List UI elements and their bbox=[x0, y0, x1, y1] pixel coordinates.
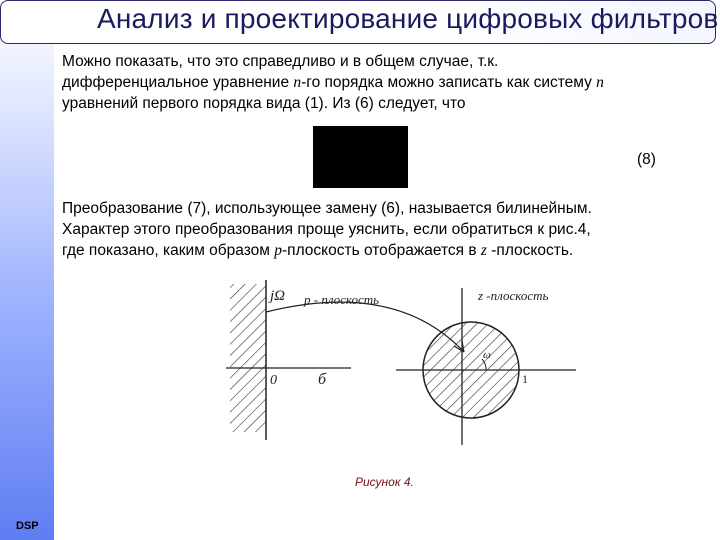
p-plane-label: p - плоскость bbox=[304, 292, 380, 307]
text-span: дифференциальное уравнение bbox=[62, 74, 294, 91]
equation-number: (8) bbox=[637, 151, 656, 168]
page-title: Анализ и проектирование цифровых фильтров bbox=[97, 3, 719, 34]
paragraph-2-line-3 bbox=[62, 240, 592, 261]
dsp-logo-text: DSP bbox=[16, 520, 39, 532]
text-span: где показано, каким образом bbox=[62, 242, 275, 259]
equation-image bbox=[313, 126, 408, 188]
mapping-figure bbox=[226, 280, 586, 475]
paragraph-1 bbox=[62, 51, 604, 114]
text-span: -го порядка можно записать как систему bbox=[301, 74, 597, 91]
sigma-label: б bbox=[318, 371, 327, 388]
j-omega-label: jΩ bbox=[270, 288, 286, 304]
paragraph-2-line-2: Характер этого преобразования проще уяснить, если обратиться к рис.4, bbox=[62, 221, 591, 238]
paragraph-2-line-1: Преобразование (7), использующее замену (6), называется билинейным. bbox=[62, 200, 592, 217]
paragraph-1-line-2 bbox=[62, 72, 604, 93]
sidebar-gradient bbox=[0, 0, 54, 540]
variable-n: n bbox=[596, 74, 604, 91]
omega-label: ω bbox=[483, 349, 491, 361]
paragraph-1-line-1: Можно показать, что это справедливо и в общем случае, т.к. bbox=[62, 53, 499, 70]
origin-label: 0 bbox=[270, 373, 277, 388]
one-label: 1 bbox=[522, 372, 528, 386]
variable-z: z bbox=[480, 242, 487, 259]
paragraph-2 bbox=[62, 198, 592, 261]
variable-p: p bbox=[274, 242, 283, 259]
left-half-plane-hatch bbox=[230, 284, 266, 432]
paragraph-1-line-3: уравнений первого порядка вида (1). Из (6) следует, что bbox=[62, 95, 466, 112]
text-span: -плоскость. bbox=[486, 242, 574, 259]
z-plane-label: z -плоскость bbox=[478, 288, 549, 303]
variable-n: n bbox=[293, 74, 302, 91]
figure-caption: Рисунок 4. bbox=[355, 475, 414, 489]
title-bar bbox=[0, 0, 719, 44]
text-span: -плоскость отображается в bbox=[282, 242, 481, 259]
